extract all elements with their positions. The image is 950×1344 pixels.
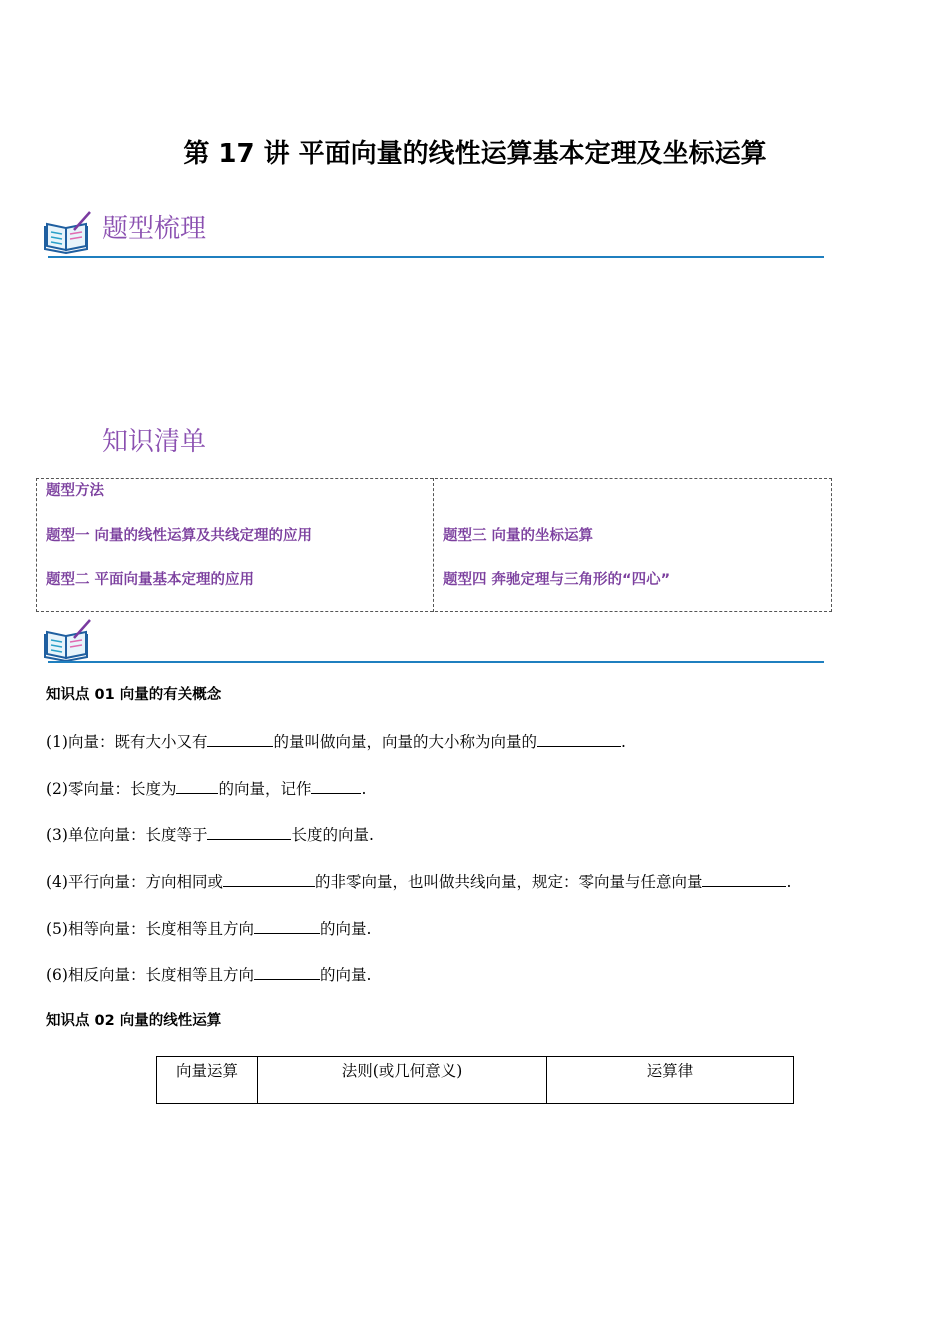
fill-blank[interactable]	[254, 917, 320, 934]
kp01-line-5: (5)相等向量：长度相等且方向 的向量.	[46, 917, 371, 940]
kp01-line-1: (1)向量：既有大小又有 的量叫做向量，向量的大小称为向量的 .	[46, 730, 626, 753]
section-heading-types: 题型梳理	[102, 214, 207, 244]
toc-item-type1[interactable]: 题型一 向量的线性运算及共线定理的应用	[46, 528, 313, 544]
toc-method-label: 题型方法	[46, 483, 104, 499]
toc-item-type2[interactable]: 题型二 平面向量基本定理的应用	[46, 572, 255, 588]
table-header-cell: 法则(或几何意义)	[258, 1057, 547, 1104]
table-header-cell: 运算律	[547, 1057, 794, 1104]
table-header-cell: 向量运算	[157, 1057, 258, 1104]
linear-ops-table	[156, 1056, 794, 1104]
toc-item-type3[interactable]: 题型三 向量的坐标运算	[443, 528, 594, 544]
section-divider	[48, 661, 824, 663]
fill-blank[interactable]	[537, 730, 621, 747]
fill-blank[interactable]	[176, 777, 218, 794]
kp01-line-2: (2)零向量：长度为 的向量，记作 .	[46, 777, 366, 800]
kp01-line-4: (4)平行向量：方向相同或 的非零向量，也叫做共线向量，规定：零向量与任意向量 .	[46, 870, 791, 893]
kp02-heading: 知识点 02 向量的线性运算	[46, 1013, 222, 1029]
kp01-line-6: (6)相反向量：长度相等且方向 的向量.	[46, 963, 371, 986]
page-title: 第 17 讲 平面向量的线性运算基本定理及坐标运算	[183, 139, 767, 169]
kp01-heading: 知识点 01 向量的有关概念	[46, 687, 222, 703]
book-icon	[44, 618, 92, 662]
fill-blank[interactable]	[207, 730, 273, 747]
toc-divider	[433, 478, 434, 612]
toc-item-type4[interactable]: 题型四 奔驰定理与三角形的“四心”	[443, 572, 671, 588]
kp01-line-3: (3)单位向量：长度等于 长度的向量.	[46, 823, 374, 846]
fill-blank[interactable]	[702, 870, 786, 887]
section-divider	[48, 256, 824, 258]
fill-blank[interactable]	[254, 963, 320, 980]
book-icon	[44, 210, 92, 254]
fill-blank[interactable]	[207, 823, 291, 840]
section-heading-knowledge: 知识清单	[102, 427, 207, 457]
fill-blank[interactable]	[311, 777, 361, 794]
fill-blank[interactable]	[223, 870, 315, 887]
table-header-row	[157, 1057, 794, 1104]
